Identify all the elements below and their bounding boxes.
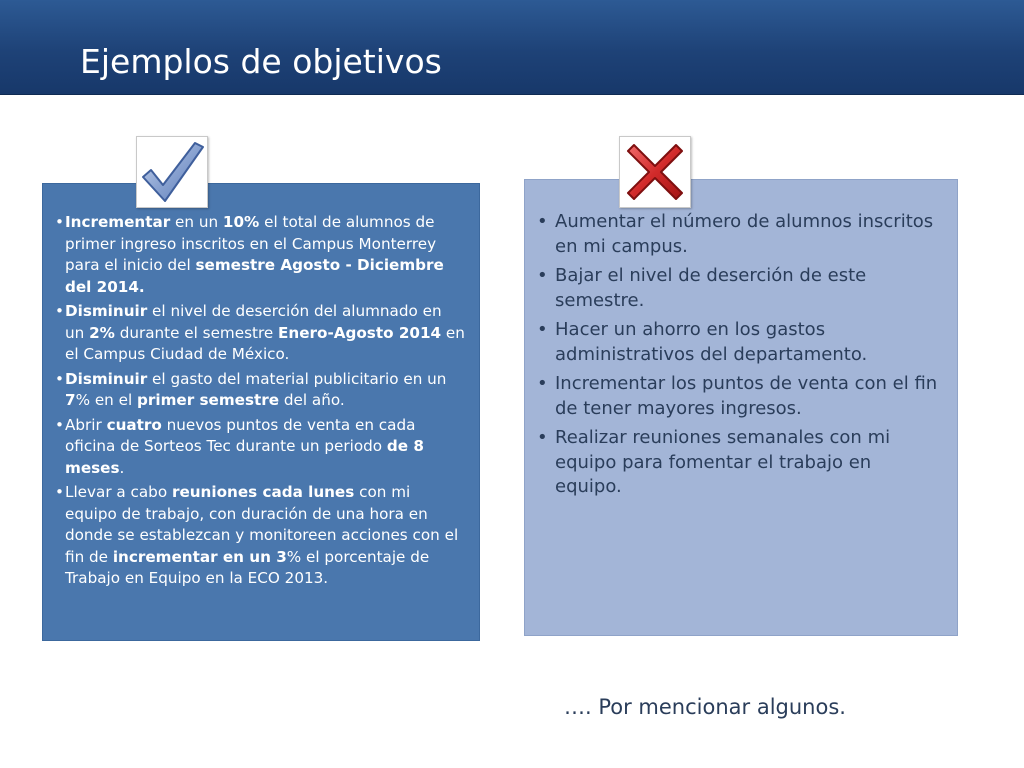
cross-icon bbox=[619, 136, 691, 208]
bad-example-text: Aumentar el número de alumnos inscritos en mi campus. bbox=[555, 211, 934, 257]
bad-examples-list bbox=[537, 210, 943, 500]
good-example-text: en el Campus Ciudad de México. bbox=[65, 323, 465, 363]
slide-title: Ejemplos de objetivos bbox=[80, 42, 442, 81]
bullet-icon: • bbox=[55, 213, 64, 231]
good-example-item bbox=[55, 212, 465, 298]
good-example-text: . bbox=[119, 458, 125, 477]
bad-example-text: Incrementar los puntos de venta con el fin de tener mayores ingresos. bbox=[555, 373, 938, 419]
bad-examples-card bbox=[524, 179, 958, 636]
bullet-icon: • bbox=[537, 373, 548, 394]
bad-example-item bbox=[537, 210, 943, 259]
good-example-text: Abrir bbox=[65, 415, 107, 434]
good-example-text: Disminuir bbox=[65, 369, 148, 388]
checkmark-icon bbox=[136, 136, 208, 208]
good-example-text: Disminuir bbox=[65, 302, 148, 320]
good-example-text: nuevos puntos de venta en cada oficina de Sorteos Tec durante un periodo bbox=[65, 415, 416, 455]
bullet-icon: • bbox=[55, 302, 64, 320]
bad-example-text: Realizar reuniones semanales con mi equipo para fomentar el trabajo en equipo. bbox=[555, 427, 891, 497]
bad-example-item bbox=[537, 426, 943, 500]
good-example-item bbox=[55, 415, 465, 480]
bullet-icon: • bbox=[537, 427, 548, 448]
good-example-text: en un bbox=[170, 213, 223, 231]
good-examples-card bbox=[42, 183, 480, 641]
good-example-text: Incrementar bbox=[65, 213, 171, 231]
good-example-text: 2% bbox=[89, 323, 115, 342]
good-example-item bbox=[55, 301, 465, 366]
good-example-text: durante el semestre bbox=[114, 323, 279, 342]
good-example-text: reuniones cada lunes bbox=[171, 483, 355, 501]
good-example-text: 10% bbox=[222, 213, 260, 231]
bullet-icon: • bbox=[537, 211, 548, 232]
good-example-item bbox=[55, 369, 465, 412]
good-example-text: del año. bbox=[279, 391, 345, 409]
good-example-text: Enero-Agosto 2014 bbox=[278, 323, 442, 342]
good-example-text: cuatro bbox=[106, 415, 162, 434]
bad-example-item bbox=[537, 264, 943, 313]
bad-example-text: Bajar el nivel de deserción de este semestre. bbox=[555, 265, 867, 311]
good-examples-list bbox=[55, 212, 465, 590]
good-example-text: % el porcentaje de Trabajo en Equipo en la ECO 2013. bbox=[65, 547, 430, 587]
bad-example-item bbox=[537, 372, 943, 421]
good-example-text: el total de alumnos de primer ingreso inscritos en el Campus Monterrey para el inicio del bbox=[65, 213, 437, 274]
bullet-icon: • bbox=[55, 369, 64, 388]
footer-note: …. Por mencionar algunos. bbox=[564, 695, 846, 719]
good-example-text: con mi equipo de trabajo, con duración de una hora en donde se establezcan y monitoreen acciones con el fin de bbox=[65, 483, 459, 566]
good-example-text: de 8 meses bbox=[65, 437, 424, 477]
good-example-text: % en el bbox=[75, 391, 138, 409]
good-example-text: Llevar a cabo bbox=[65, 483, 172, 501]
title-bar bbox=[0, 0, 1024, 95]
bullet-icon: • bbox=[537, 265, 548, 286]
bullet-icon: • bbox=[55, 415, 64, 434]
bad-example-text: Hacer un ahorro en los gastos administrativos del departamento. bbox=[555, 319, 868, 365]
bullet-icon: • bbox=[55, 483, 64, 501]
bad-example-item bbox=[537, 318, 943, 367]
good-example-text: 7 bbox=[65, 391, 76, 409]
bullet-icon: • bbox=[537, 319, 548, 340]
good-example-text: el gasto del material publicitario en un bbox=[147, 369, 447, 388]
good-example-text: semestre Agosto - Diciembre del 2014. bbox=[65, 256, 444, 296]
good-example-text: el nivel de deserción del alumnado en un bbox=[65, 302, 442, 342]
good-example-text: incrementar en un 3 bbox=[112, 547, 287, 566]
good-example-item bbox=[55, 482, 465, 590]
good-example-text: primer semestre bbox=[137, 391, 280, 409]
